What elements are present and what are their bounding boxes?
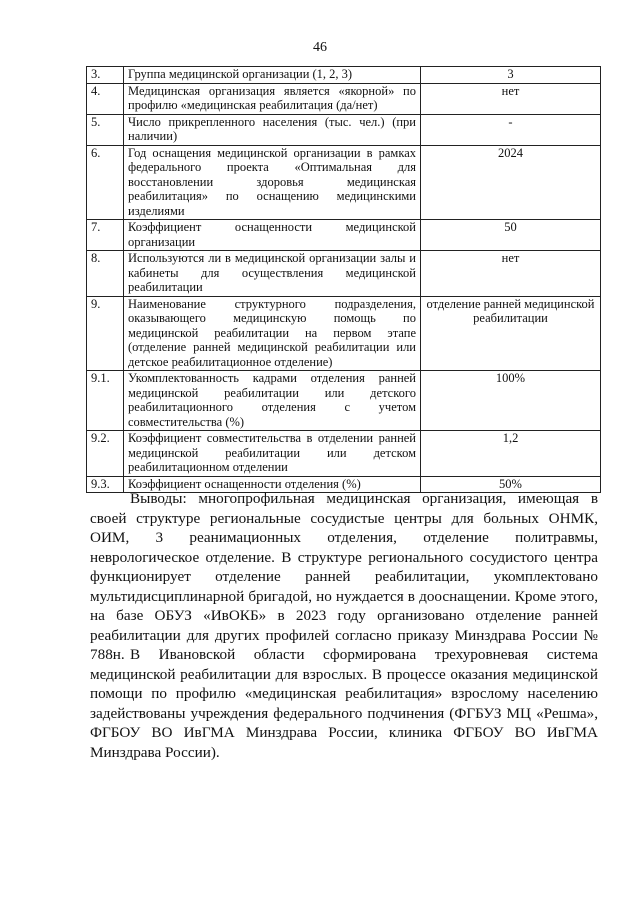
row-indicator: Коэффициент совместительства в отделении ранней медицинской реабилитации или детском реабилитационном отделении: [124, 431, 421, 477]
table-row: [87, 371, 601, 431]
row-indicator: Коэффициент оснащенности медицинской организации: [124, 220, 421, 251]
row-value: отделение ранней медицинской реабилитации: [421, 296, 601, 371]
rehabilitation-system-paragraph: В Ивановской области сформирована трехуровневая система медицинской реабилитации для взрослых. В процессе оказания медицинской помощи по профилю «медицинская реабилитация» взрослому населению задействованы учреждения федерального подчинения (ФГБУЗ МЦ «Решма», ФГБОУ ВО ИвГМА Минздрава России, клиника ФГБОУ ВО ИвГМА Минздрава России).: [90, 646, 598, 761]
row-indicator: Коэффициент оснащенности отделения (%): [124, 476, 421, 493]
row-number: 3.: [87, 67, 124, 84]
row-indicator: Группа медицинской организации (1, 2, 3): [124, 67, 421, 84]
table-row: [87, 67, 601, 84]
row-value: 100%: [421, 371, 601, 431]
row-value: нет: [421, 251, 601, 297]
row-value: 50%: [421, 476, 601, 493]
indicators-table: [86, 66, 601, 493]
conclusion-section: [90, 489, 598, 665]
conclusion-paragraph: Выводы: многопрофильная медицинская организация, имеющая в своей структуре региональные сосудистые центры для больных ОНМК, ОИМ, 3 реанимационных отделения, отделение политравмы, неврологическое отделение. В структуре регионального сосудистого центра функционирует отделение ранней реабилитации, укомплектовано мультидисциплинарной бригадой, но нуждается в дооснащении. Кроме этого, на базе ОБУЗ «ИвОКБ» в 2023 году организовано отделение ранней реабилитации для других профилей согласно приказу Минздрава России № 788н.: [90, 490, 598, 663]
table-row: [87, 83, 601, 114]
row-indicator: Используются ли в медицинской организации залы и кабинеты для осуществления медицинской реабилитации: [124, 251, 421, 297]
row-number: 7.: [87, 220, 124, 251]
table-row: [87, 251, 601, 297]
row-value: 1,2: [421, 431, 601, 477]
page-number: 46: [313, 40, 327, 55]
table-row: [87, 296, 601, 371]
row-value: 3: [421, 67, 601, 84]
row-indicator: Наименование структурного подразделения, оказывающего медицинскую помощь по медицинской реабилитации на первом этапе (отделение ранней медицинской реабилитации или детское реабилитационное отделение): [124, 296, 421, 371]
row-number: 9.3.: [87, 476, 124, 493]
row-value: -: [421, 114, 601, 145]
table-row: [87, 220, 601, 251]
row-indicator: Медицинская организация является «якорной» по профилю «медицинская реабилитация (да/нет): [124, 83, 421, 114]
table-row: [87, 114, 601, 145]
row-number: 4.: [87, 83, 124, 114]
row-number: 6.: [87, 145, 124, 220]
row-number: 9.: [87, 296, 124, 371]
rehabilitation-system-section: [90, 645, 598, 762]
row-number: 5.: [87, 114, 124, 145]
table-row: [87, 145, 601, 220]
row-indicator: Число прикрепленного населения (тыс. чел.) (при наличии): [124, 114, 421, 145]
row-number: 9.1.: [87, 371, 124, 431]
row-value: 50: [421, 220, 601, 251]
row-number: 8.: [87, 251, 124, 297]
table-row: [87, 431, 601, 477]
row-indicator: Год оснащения медицинской организации в рамках федерального проекта «Оптимальная для восстановлении здоровья медицинская реабилитация» по оснащению медицинскими изделиями: [124, 145, 421, 220]
row-indicator: Укомплектованность кадрами отделения ранней медицинской реабилитации или детского реабилитационного отделения с учетом совместительства (%): [124, 371, 421, 431]
row-value: 2024: [421, 145, 601, 220]
row-number: 9.2.: [87, 431, 124, 477]
row-value: нет: [421, 83, 601, 114]
